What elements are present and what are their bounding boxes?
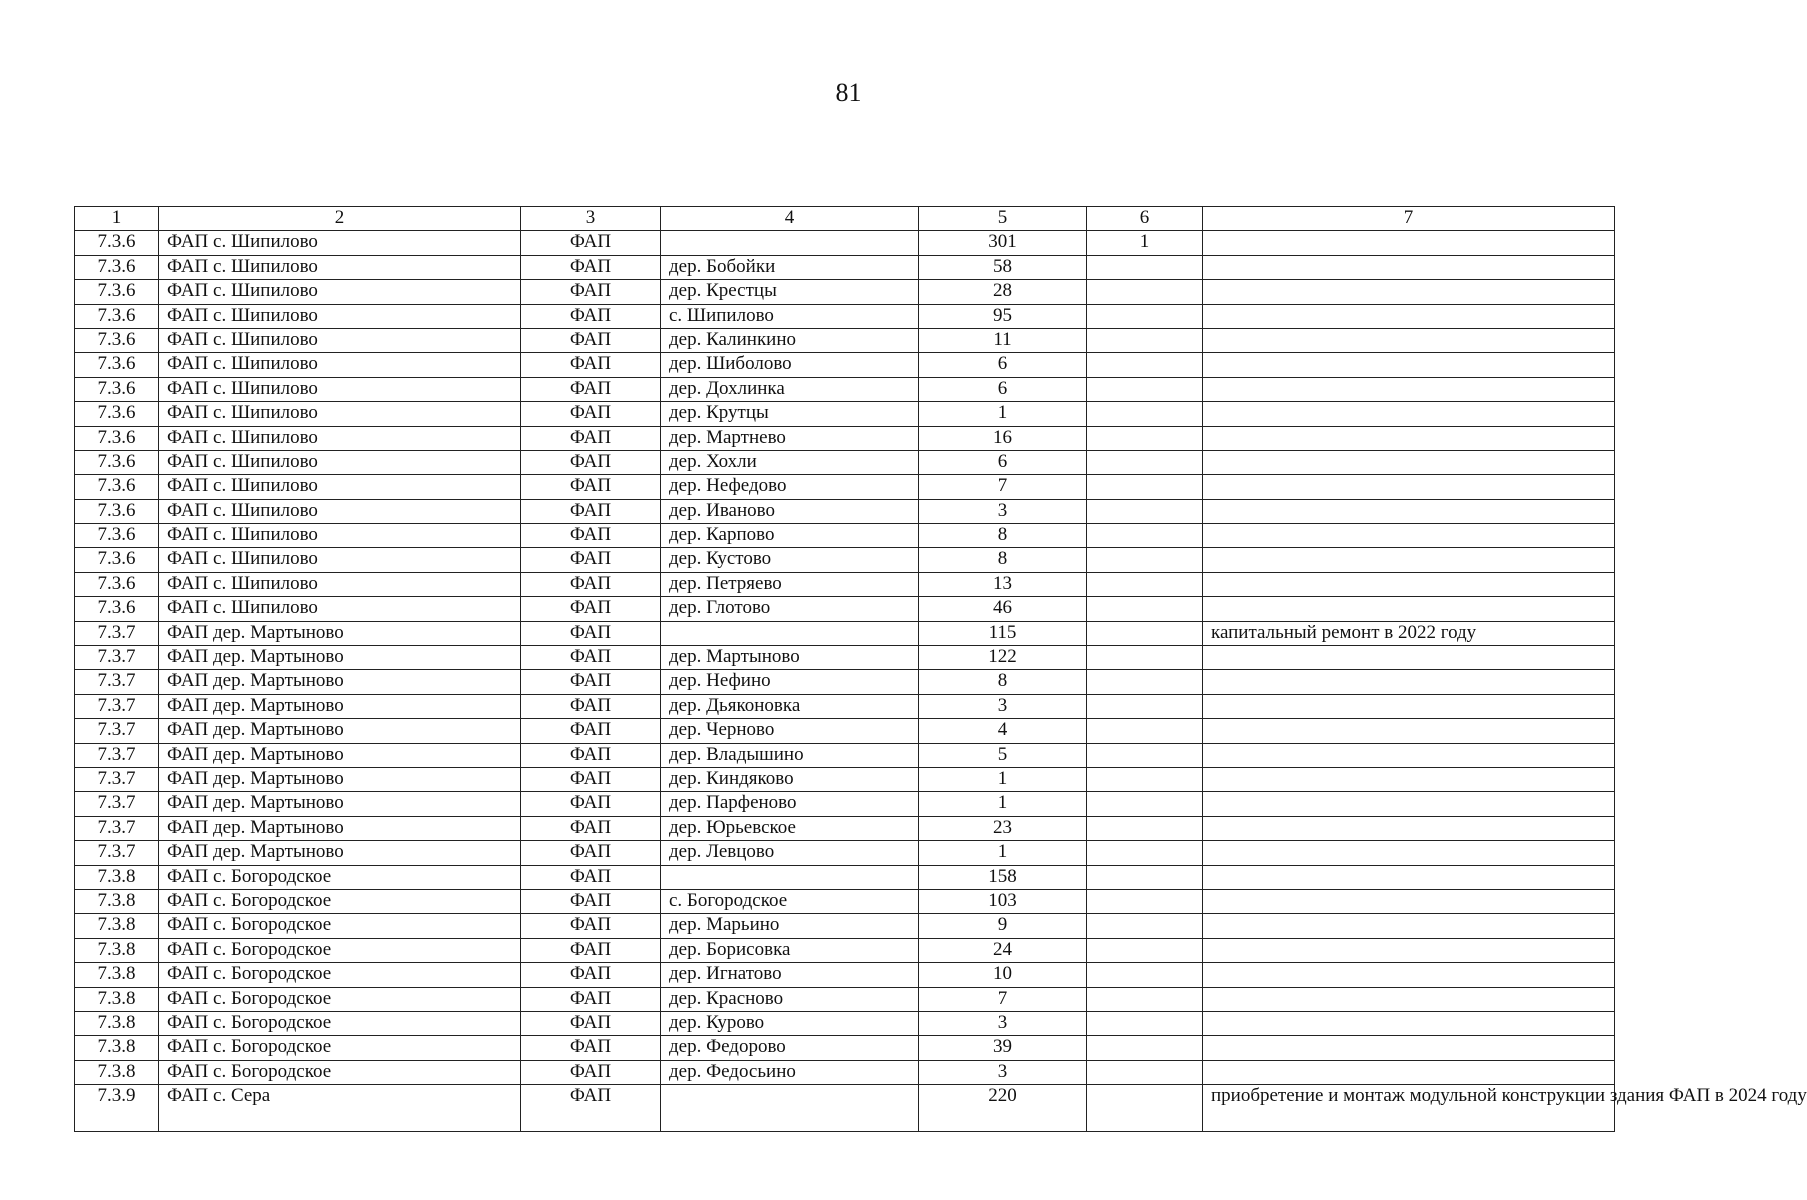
cell-settlement: [661, 621, 919, 645]
cell-facility-type: ФАП: [521, 231, 661, 255]
cell-col6-value: [1087, 1085, 1203, 1132]
cell-col6-value: [1087, 792, 1203, 816]
cell-note: [1203, 328, 1615, 352]
cell-note: [1203, 767, 1615, 791]
cell-population: 46: [919, 597, 1087, 621]
cell-population: 220: [919, 1085, 1087, 1132]
cell-note: капитальный ремонт в 2022 году: [1203, 621, 1615, 645]
cell-facility-name: ФАП с. Богородское: [159, 865, 521, 889]
cell-population: 3: [919, 694, 1087, 718]
cell-row-number: 7.3.7: [75, 792, 159, 816]
cell-col6-value: [1087, 865, 1203, 889]
cell-row-number: 7.3.6: [75, 255, 159, 279]
cell-row-number: 7.3.7: [75, 816, 159, 840]
cell-note: [1203, 353, 1615, 377]
cell-col6-value: [1087, 280, 1203, 304]
cell-facility-type: ФАП: [521, 426, 661, 450]
cell-row-number: 7.3.7: [75, 841, 159, 865]
cell-facility-type: ФАП: [521, 841, 661, 865]
cell-row-number: 7.3.7: [75, 719, 159, 743]
cell-facility-type: ФАП: [521, 1036, 661, 1060]
cell-col6-value: [1087, 377, 1203, 401]
cell-note: [1203, 548, 1615, 572]
cell-col6-value: [1087, 426, 1203, 450]
table-row: [75, 402, 1615, 426]
cell-row-number: 7.3.9: [75, 1085, 159, 1132]
cell-col6-value: [1087, 1036, 1203, 1060]
cell-settlement: дер. Шиболово: [661, 353, 919, 377]
cell-facility-name: ФАП дер. Мартыново: [159, 646, 521, 670]
cell-settlement: с. Богородское: [661, 889, 919, 913]
cell-note: [1203, 1060, 1615, 1084]
cell-note: [1203, 914, 1615, 938]
cell-row-number: 7.3.7: [75, 646, 159, 670]
cell-col6-value: [1087, 328, 1203, 352]
cell-row-number: 7.3.6: [75, 499, 159, 523]
cell-population: 158: [919, 865, 1087, 889]
cell-facility-type: ФАП: [521, 963, 661, 987]
cell-row-number: 7.3.6: [75, 450, 159, 474]
cell-facility-type: ФАП: [521, 889, 661, 913]
cell-population: 23: [919, 816, 1087, 840]
cell-settlement: дер. Левцово: [661, 841, 919, 865]
cell-facility-type: ФАП: [521, 1011, 661, 1035]
cell-settlement: дер. Владышино: [661, 743, 919, 767]
cell-facility-type: ФАП: [521, 816, 661, 840]
column-header-1: 1: [75, 207, 159, 231]
cell-settlement: дер. Кустово: [661, 548, 919, 572]
cell-note: [1203, 524, 1615, 548]
table-header-row: [75, 207, 1615, 231]
cell-col6-value: [1087, 450, 1203, 474]
cell-population: 13: [919, 572, 1087, 596]
cell-population: 9: [919, 914, 1087, 938]
cell-col6-value: [1087, 621, 1203, 645]
cell-facility-type: ФАП: [521, 938, 661, 962]
cell-facility-name: ФАП с. Богородское: [159, 1011, 521, 1035]
cell-col6-value: [1087, 694, 1203, 718]
cell-note: [1203, 1036, 1615, 1060]
cell-facility-type: ФАП: [521, 548, 661, 572]
table-row: [75, 231, 1615, 255]
cell-population: 6: [919, 450, 1087, 474]
cell-row-number: 7.3.6: [75, 426, 159, 450]
cell-settlement: дер. Карпово: [661, 524, 919, 548]
cell-note: [1203, 719, 1615, 743]
column-header-3: 3: [521, 207, 661, 231]
table-row: [75, 572, 1615, 596]
cell-settlement: дер. Петряево: [661, 572, 919, 596]
cell-facility-name: ФАП дер. Мартыново: [159, 621, 521, 645]
cell-note: [1203, 231, 1615, 255]
cell-col6-value: [1087, 841, 1203, 865]
table-row: [75, 914, 1615, 938]
table-row: [75, 889, 1615, 913]
cell-facility-type: ФАП: [521, 865, 661, 889]
table-row: [75, 304, 1615, 328]
cell-settlement: с. Шипилово: [661, 304, 919, 328]
cell-settlement: дер. Игнатово: [661, 963, 919, 987]
cell-facility-type: ФАП: [521, 255, 661, 279]
table-row: [75, 621, 1615, 645]
cell-col6-value: 1: [1087, 231, 1203, 255]
cell-settlement: дер. Дьяконовка: [661, 694, 919, 718]
cell-population: 3: [919, 1060, 1087, 1084]
cell-facility-name: ФАП с. Шипилово: [159, 304, 521, 328]
cell-population: 1: [919, 767, 1087, 791]
cell-facility-name: ФАП с. Богородское: [159, 1060, 521, 1084]
cell-facility-name: ФАП с. Шипилово: [159, 402, 521, 426]
table-row: [75, 865, 1615, 889]
cell-row-number: 7.3.6: [75, 353, 159, 377]
cell-facility-type: ФАП: [521, 304, 661, 328]
cell-note: [1203, 304, 1615, 328]
table-row: [75, 475, 1615, 499]
cell-row-number: 7.3.7: [75, 694, 159, 718]
cell-facility-name: ФАП с. Шипилово: [159, 353, 521, 377]
cell-row-number: 7.3.6: [75, 572, 159, 596]
cell-col6-value: [1087, 524, 1203, 548]
cell-settlement: дер. Бобойки: [661, 255, 919, 279]
cell-note: [1203, 670, 1615, 694]
cell-note: приобретение и монтаж модульной конструкции здания ФАП в 2024 году: [1203, 1085, 1615, 1132]
cell-col6-value: [1087, 743, 1203, 767]
column-header-4: 4: [661, 207, 919, 231]
cell-col6-value: [1087, 938, 1203, 962]
cell-note: [1203, 987, 1615, 1011]
cell-facility-type: ФАП: [521, 914, 661, 938]
cell-settlement: дер. Иваново: [661, 499, 919, 523]
cell-facility-name: ФАП с. Богородское: [159, 1036, 521, 1060]
cell-population: 95: [919, 304, 1087, 328]
cell-row-number: 7.3.8: [75, 1011, 159, 1035]
cell-facility-name: ФАП с. Шипилово: [159, 426, 521, 450]
cell-note: [1203, 280, 1615, 304]
cell-facility-type: ФАП: [521, 767, 661, 791]
cell-col6-value: [1087, 1011, 1203, 1035]
cell-facility-name: ФАП с. Шипилово: [159, 475, 521, 499]
cell-col6-value: [1087, 255, 1203, 279]
cell-facility-type: ФАП: [521, 719, 661, 743]
cell-note: [1203, 426, 1615, 450]
cell-col6-value: [1087, 1060, 1203, 1084]
cell-settlement: дер. Парфеново: [661, 792, 919, 816]
cell-col6-value: [1087, 816, 1203, 840]
table-row: [75, 548, 1615, 572]
cell-settlement: дер. Марьино: [661, 914, 919, 938]
cell-settlement: [661, 231, 919, 255]
cell-note: [1203, 938, 1615, 962]
cell-row-number: 7.3.6: [75, 524, 159, 548]
cell-population: 4: [919, 719, 1087, 743]
cell-facility-name: ФАП с. Богородское: [159, 889, 521, 913]
table-row: [75, 280, 1615, 304]
cell-population: 1: [919, 841, 1087, 865]
cell-note: [1203, 597, 1615, 621]
facility-table: [74, 206, 1807, 1132]
cell-facility-type: ФАП: [521, 621, 661, 645]
cell-settlement: дер. Федорово: [661, 1036, 919, 1060]
cell-col6-value: [1087, 963, 1203, 987]
cell-col6-value: [1087, 548, 1203, 572]
cell-note: [1203, 475, 1615, 499]
cell-row-number: 7.3.8: [75, 914, 159, 938]
table-row: [75, 499, 1615, 523]
cell-row-number: 7.3.6: [75, 304, 159, 328]
cell-facility-type: ФАП: [521, 646, 661, 670]
cell-row-number: 7.3.6: [75, 231, 159, 255]
cell-note: [1203, 816, 1615, 840]
cell-row-number: 7.3.7: [75, 767, 159, 791]
cell-settlement: дер. Мартыново: [661, 646, 919, 670]
cell-settlement: [661, 1085, 919, 1132]
cell-population: 16: [919, 426, 1087, 450]
cell-facility-name: ФАП дер. Мартыново: [159, 841, 521, 865]
table-row: [75, 792, 1615, 816]
cell-facility-type: ФАП: [521, 743, 661, 767]
cell-facility-type: ФАП: [521, 1085, 661, 1132]
table-row: [75, 987, 1615, 1011]
cell-facility-type: ФАП: [521, 694, 661, 718]
cell-settlement: дер. Крутцы: [661, 402, 919, 426]
cell-facility-type: ФАП: [521, 597, 661, 621]
cell-settlement: дер. Киндяково: [661, 767, 919, 791]
cell-population: 103: [919, 889, 1087, 913]
cell-note: [1203, 499, 1615, 523]
cell-facility-type: ФАП: [521, 450, 661, 474]
cell-population: 7: [919, 987, 1087, 1011]
cell-col6-value: [1087, 914, 1203, 938]
cell-row-number: 7.3.8: [75, 1060, 159, 1084]
table-body: [75, 231, 1807, 1132]
cell-facility-name: ФАП дер. Мартыново: [159, 694, 521, 718]
cell-col6-value: [1087, 572, 1203, 596]
table-row: [75, 1011, 1615, 1035]
cell-row-number: 7.3.6: [75, 377, 159, 401]
cell-note: [1203, 963, 1615, 987]
cell-col6-value: [1087, 670, 1203, 694]
table-row: [75, 377, 1615, 401]
cell-facility-name: ФАП дер. Мартыново: [159, 792, 521, 816]
table-row: [75, 670, 1615, 694]
cell-facility-name: ФАП с. Шипилово: [159, 255, 521, 279]
table-row: [75, 719, 1615, 743]
cell-col6-value: [1087, 475, 1203, 499]
cell-facility-name: ФАП с. Шипилово: [159, 548, 521, 572]
cell-population: 10: [919, 963, 1087, 987]
cell-facility-name: ФАП с. Шипилово: [159, 450, 521, 474]
cell-settlement: дер. Черново: [661, 719, 919, 743]
cell-facility-name: ФАП с. Шипилово: [159, 328, 521, 352]
cell-col6-value: [1087, 767, 1203, 791]
cell-population: 24: [919, 938, 1087, 962]
table-row: [75, 255, 1615, 279]
cell-population: 115: [919, 621, 1087, 645]
cell-population: 8: [919, 670, 1087, 694]
column-header-5: 5: [919, 207, 1087, 231]
table-row: [75, 938, 1615, 962]
cell-facility-name: ФАП с. Шипилово: [159, 572, 521, 596]
cell-facility-name: ФАП дер. Мартыново: [159, 719, 521, 743]
cell-facility-name: ФАП с. Богородское: [159, 987, 521, 1011]
cell-population: 8: [919, 524, 1087, 548]
cell-facility-type: ФАП: [521, 670, 661, 694]
cell-population: 39: [919, 1036, 1087, 1060]
cell-facility-name: ФАП дер. Мартыново: [159, 743, 521, 767]
table-row: [75, 816, 1615, 840]
cell-facility-type: ФАП: [521, 328, 661, 352]
cell-row-number: 7.3.6: [75, 475, 159, 499]
cell-population: 3: [919, 499, 1087, 523]
table-row: [75, 450, 1615, 474]
cell-facility-name: ФАП с. Шипилово: [159, 597, 521, 621]
cell-settlement: дер. Хохли: [661, 450, 919, 474]
cell-population: 1: [919, 792, 1087, 816]
cell-row-number: 7.3.7: [75, 621, 159, 645]
cell-settlement: дер. Курово: [661, 1011, 919, 1035]
cell-population: 6: [919, 377, 1087, 401]
cell-row-number: 7.3.6: [75, 597, 159, 621]
cell-col6-value: [1087, 499, 1203, 523]
column-header-2: 2: [159, 207, 521, 231]
cell-facility-name: ФАП с. Шипилово: [159, 377, 521, 401]
cell-row-number: 7.3.8: [75, 889, 159, 913]
cell-note: [1203, 572, 1615, 596]
cell-population: 3: [919, 1011, 1087, 1035]
cell-note: [1203, 255, 1615, 279]
cell-row-number: 7.3.8: [75, 865, 159, 889]
cell-facility-name: ФАП с. Сера: [159, 1085, 521, 1132]
cell-row-number: 7.3.6: [75, 548, 159, 572]
cell-settlement: дер. Дохлинка: [661, 377, 919, 401]
cell-note: [1203, 377, 1615, 401]
cell-population: 11: [919, 328, 1087, 352]
table-row: [75, 353, 1615, 377]
cell-population: 122: [919, 646, 1087, 670]
cell-facility-name: ФАП с. Шипилово: [159, 499, 521, 523]
cell-col6-value: [1087, 889, 1203, 913]
cell-col6-value: [1087, 719, 1203, 743]
cell-facility-name: ФАП с. Богородское: [159, 914, 521, 938]
cell-population: 6: [919, 353, 1087, 377]
cell-facility-type: ФАП: [521, 1060, 661, 1084]
cell-population: 1: [919, 402, 1087, 426]
cell-facility-name: ФАП с. Шипилово: [159, 524, 521, 548]
cell-population: 5: [919, 743, 1087, 767]
cell-row-number: 7.3.6: [75, 280, 159, 304]
cell-note: [1203, 1011, 1615, 1035]
cell-note: [1203, 694, 1615, 718]
table-row: [75, 1085, 1615, 1132]
cell-settlement: дер. Борисовка: [661, 938, 919, 962]
cell-row-number: 7.3.7: [75, 743, 159, 767]
cell-row-number: 7.3.6: [75, 328, 159, 352]
cell-col6-value: [1087, 402, 1203, 426]
cell-settlement: дер. Глотово: [661, 597, 919, 621]
cell-settlement: дер. Нефедово: [661, 475, 919, 499]
cell-settlement: дер. Мартнево: [661, 426, 919, 450]
table-row: [75, 767, 1615, 791]
cell-note: [1203, 889, 1615, 913]
cell-settlement: дер. Калинкино: [661, 328, 919, 352]
cell-facility-type: ФАП: [521, 792, 661, 816]
cell-note: [1203, 792, 1615, 816]
table-row: [75, 646, 1615, 670]
cell-facility-type: ФАП: [521, 402, 661, 426]
cell-population: 58: [919, 255, 1087, 279]
table-row: [75, 743, 1615, 767]
cell-row-number: 7.3.8: [75, 987, 159, 1011]
cell-row-number: 7.3.8: [75, 1036, 159, 1060]
cell-population: 301: [919, 231, 1087, 255]
cell-note: [1203, 841, 1615, 865]
cell-facility-type: ФАП: [521, 353, 661, 377]
cell-facility-type: ФАП: [521, 280, 661, 304]
cell-col6-value: [1087, 597, 1203, 621]
cell-facility-name: ФАП дер. Мартыново: [159, 816, 521, 840]
cell-row-number: 7.3.8: [75, 938, 159, 962]
cell-settlement: дер. Юрьевское: [661, 816, 919, 840]
cell-facility-type: ФАП: [521, 475, 661, 499]
cell-note: [1203, 865, 1615, 889]
table-row: [75, 841, 1615, 865]
column-header-7: 7: [1203, 207, 1615, 231]
table-row: [75, 694, 1615, 718]
cell-facility-name: ФАП с. Шипилово: [159, 231, 521, 255]
cell-facility-name: ФАП с. Шипилово: [159, 280, 521, 304]
table-row: [75, 1036, 1615, 1060]
cell-note: [1203, 402, 1615, 426]
table-row: [75, 426, 1615, 450]
cell-col6-value: [1087, 353, 1203, 377]
cell-settlement: дер. Федосьино: [661, 1060, 919, 1084]
cell-settlement: дер. Нефино: [661, 670, 919, 694]
table-row: [75, 328, 1615, 352]
column-header-6: 6: [1087, 207, 1203, 231]
cell-row-number: 7.3.6: [75, 402, 159, 426]
cell-settlement: [661, 865, 919, 889]
cell-col6-value: [1087, 646, 1203, 670]
cell-row-number: 7.3.8: [75, 963, 159, 987]
table-row: [75, 524, 1615, 548]
cell-row-number: 7.3.7: [75, 670, 159, 694]
table-row: [75, 963, 1615, 987]
cell-population: 28: [919, 280, 1087, 304]
cell-facility-type: ФАП: [521, 572, 661, 596]
cell-facility-name: ФАП дер. Мартыново: [159, 670, 521, 694]
cell-settlement: дер. Красново: [661, 987, 919, 1011]
cell-col6-value: [1087, 987, 1203, 1011]
cell-facility-type: ФАП: [521, 524, 661, 548]
cell-note: [1203, 646, 1615, 670]
cell-population: 7: [919, 475, 1087, 499]
cell-facility-name: ФАП с. Богородское: [159, 938, 521, 962]
cell-facility-name: ФАП с. Богородское: [159, 963, 521, 987]
cell-note: [1203, 450, 1615, 474]
cell-facility-type: ФАП: [521, 377, 661, 401]
table-row: [75, 1060, 1615, 1084]
cell-population: 8: [919, 548, 1087, 572]
cell-settlement: дер. Крестцы: [661, 280, 919, 304]
cell-note: [1203, 743, 1615, 767]
cell-facility-type: ФАП: [521, 499, 661, 523]
table-row: [75, 597, 1615, 621]
cell-facility-type: ФАП: [521, 987, 661, 1011]
cell-col6-value: [1087, 304, 1203, 328]
page-number: 81: [835, 78, 862, 107]
cell-facility-name: ФАП дер. Мартыново: [159, 767, 521, 791]
